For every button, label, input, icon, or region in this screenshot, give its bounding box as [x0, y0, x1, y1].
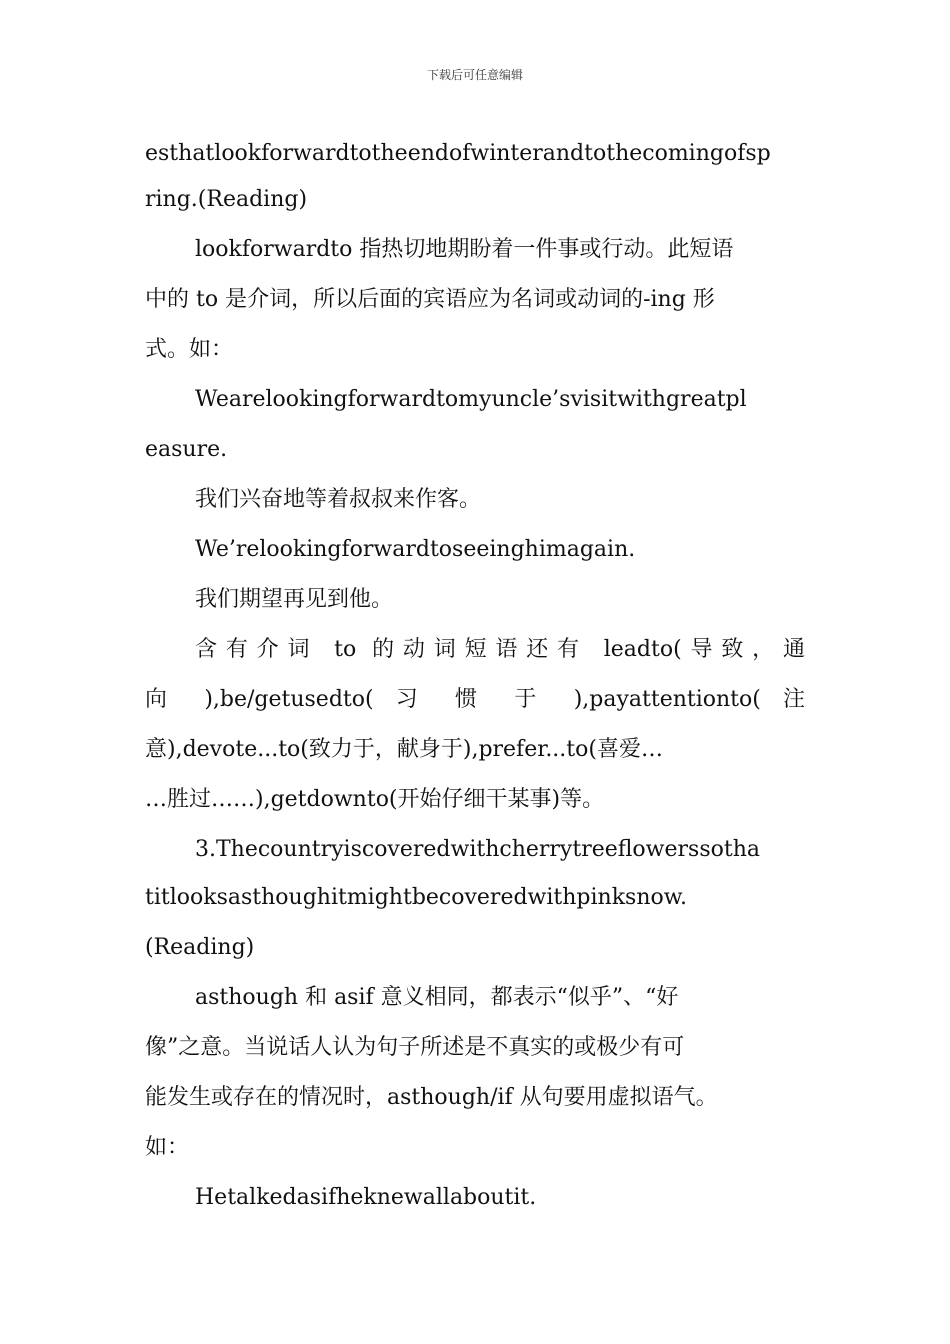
text-line: (Reading)	[145, 935, 255, 960]
text-line: Wearelookingforwardtomyuncle’svisitwithgreatpl	[195, 387, 747, 412]
text-line: ring.(Reading)	[145, 187, 308, 212]
text-line: 中的 to 是介词，所以后面的宾语应为名词或动词的-ing 形	[145, 287, 715, 312]
text-line: 如：	[145, 1135, 190, 1160]
text-line: 能发生或存在的情况时，asthough/if 从句要用虚拟语气。	[145, 1085, 718, 1110]
text-line: lookforwardto 指热切地期盼着一件事或行动。此短语	[195, 237, 734, 262]
text-line: Hetalkedasifheknewallaboutit.	[195, 1185, 537, 1210]
text-line: asthough 和 asif 意义相同，都表示“似乎”、“好	[195, 985, 679, 1010]
text-line: 式。如：	[145, 337, 234, 362]
text-line: 我们兴奋地等着叔叔来作客。	[195, 487, 482, 512]
text-line: 3.Thecountryiscoveredwithcherrytreeflowerssotha	[195, 837, 760, 862]
text-line: 我们期望再见到他。	[195, 587, 394, 612]
text-line: 向 ),be/getusedto( 习 惯 于 ),payattentionto( 注	[145, 687, 805, 712]
page-header: 下载后可任意编辑	[426, 68, 523, 82]
text-line: 意),devote...to(致力于，献身于),prefer...to(喜爱…	[145, 737, 663, 762]
text-line: We’relookingforwardtoseeinghimagain.	[195, 537, 636, 562]
text-line: …胜过……),getdownto(开始仔细干某事)等。	[145, 787, 605, 812]
text-line: titlooksasthoughitmightbecoveredwithpinksnow.	[145, 885, 687, 910]
text-line: easure.	[145, 437, 228, 462]
text-line: 像”之意。当说话人认为句子所述是不真实的或极少有可	[145, 1035, 685, 1060]
text-line: esthatlookforwardtotheendofwinterandtothecomingofsp	[145, 141, 771, 166]
text-line: 含有介词 to 的动词短语还有 leadto(导致，通	[195, 637, 805, 662]
